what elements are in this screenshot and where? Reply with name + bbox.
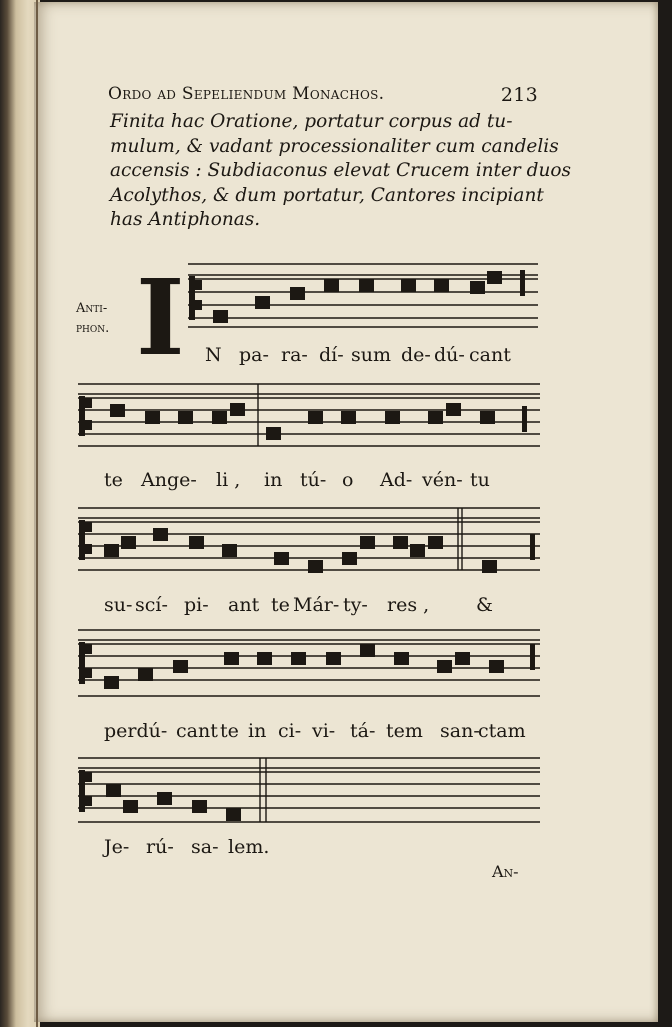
lyric-syllable: scí- <box>135 594 168 616</box>
lyric-syllable: tu <box>470 469 490 491</box>
lyric-syllable: Már- <box>293 594 340 616</box>
lyric-syllable: sum <box>351 344 392 366</box>
lyric-syllable: su- <box>104 594 133 616</box>
decorated-initial: I <box>136 256 185 379</box>
lyric-syllable: lem. <box>228 836 270 858</box>
lyric-syllable: Je- <box>104 836 130 858</box>
lyric-syllable: ant <box>228 594 260 616</box>
rubric-line: accensis : Subdiaconus elevat Crucem inter duos <box>110 160 572 181</box>
rubric-line: Finita hac Oratione, portatur corpus ad tu- <box>110 111 513 132</box>
rubric-paragraph <box>110 110 572 233</box>
lyric-syllable: ra- <box>281 344 308 366</box>
lyric-syllable: vén- <box>422 469 463 491</box>
antiphon-label-line: Anti- <box>76 301 108 316</box>
lyric-syllable: Ad- <box>380 469 413 491</box>
lyric-syllable: tá- <box>350 720 376 742</box>
lyric-syllable: tem <box>386 720 423 742</box>
lyric-syllable: rú- <box>146 836 174 858</box>
lyric-syllable: res , <box>387 594 430 616</box>
lyric-syllable: in <box>264 469 283 491</box>
lyric-syllable: in <box>248 720 267 742</box>
lyric-syllable: & <box>476 594 493 616</box>
lyric-syllable: perdú- <box>104 720 168 742</box>
lyric-syllable: de- <box>401 344 431 366</box>
rubric-line: Acolythos, & dum portatur, Cantores incipiant <box>110 184 544 206</box>
lyric-syllable: ctam <box>478 720 526 742</box>
lyric-syllable: vi- <box>312 720 336 742</box>
lyric-syllable: te <box>220 720 239 742</box>
lyric-syllable: tú- <box>300 469 327 491</box>
antiphon-label-line: phon. <box>76 321 110 336</box>
lyric-syllable: dí- <box>319 344 344 366</box>
lyric-syllable: cant <box>469 344 511 366</box>
lyric-syllable: pa- <box>239 344 269 366</box>
lyric-syllable: Ange- <box>141 469 197 491</box>
lyric-syllable: ci- <box>278 720 302 742</box>
lyric-syllable: sa- <box>191 836 219 858</box>
lyric-syllable: san- <box>440 720 480 742</box>
lyric-syllable: o <box>342 469 354 491</box>
rubric-line: mulum, & vadant processionaliter cum candelis <box>110 135 559 157</box>
page-number: 213 <box>500 84 538 106</box>
lyric-syllable: dú- <box>434 344 465 366</box>
running-title: Ordo ad Sepeliendum Monachos. <box>108 84 385 104</box>
rubric-line: has Antiphonas. <box>110 209 261 230</box>
lyric-syllable: cant <box>176 720 218 742</box>
lyric-syllable: te <box>271 594 290 616</box>
lyric-syllable: ty- <box>343 594 368 616</box>
lyric-syllable: te <box>104 469 123 491</box>
lyric-syllable: pi- <box>184 594 209 616</box>
lyric-syllable: N <box>205 344 222 366</box>
lyric-syllable: li , <box>216 469 241 491</box>
antiphon-label <box>76 299 109 339</box>
running-header <box>108 84 538 110</box>
catchword: An- <box>492 862 519 881</box>
spine-edge <box>36 0 38 1027</box>
